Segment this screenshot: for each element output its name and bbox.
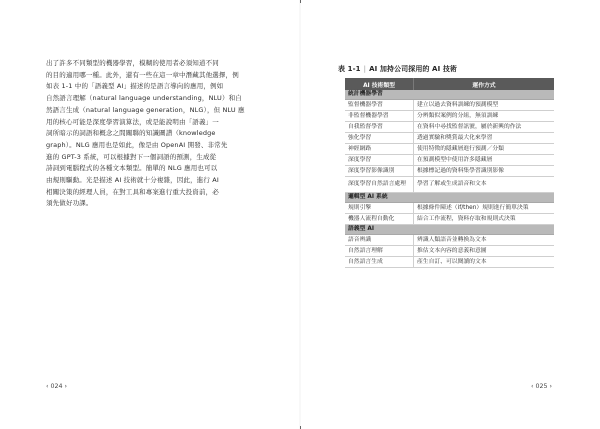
body-text-line: 用的核心可能是深度學習演算法，或是能說明由「語義」一 xyxy=(46,117,219,126)
ai-technology-table xyxy=(345,78,554,268)
table-label: 表 1-1 xyxy=(338,65,361,73)
body-text-line: 進的 GPT-3 系統，可以根據對下一個詞語的預測，生成從 xyxy=(46,152,217,161)
table-section-title: 語義型 AI xyxy=(345,225,554,235)
table-row xyxy=(345,246,554,257)
table-row xyxy=(345,235,554,246)
cell-method: 根據標記過的資料集學習識別影像 xyxy=(414,166,555,177)
cell-ai-type: 規則引擎 xyxy=(345,203,414,214)
cell-ai-type: 神經網路 xyxy=(345,144,414,155)
cell-ai-type: 機器人流程自動化 xyxy=(345,214,414,225)
cell-method: 推估文本內容的意義和意圖 xyxy=(414,246,555,257)
table-title: AI 加持公司採用的 AI 技術 xyxy=(369,65,458,73)
cell-ai-type: 自然語言生成 xyxy=(345,257,414,268)
cell-method: 結合工作流程，資料存取和規則式決策 xyxy=(414,214,555,225)
cell-method: 透過實驗和獎賞最大化來學習 xyxy=(414,133,555,144)
body-text-line: 詩詞到電腦程式的各種文本類型。簡單的 NLG 應用也可以 xyxy=(46,164,218,173)
table-row xyxy=(345,122,554,133)
table-row xyxy=(345,214,554,225)
table-row xyxy=(345,100,554,111)
table-section-title: 邏輯型 AI 系統 xyxy=(345,193,554,203)
table-header-row xyxy=(345,78,554,90)
table-row xyxy=(345,111,554,122)
table-section-row xyxy=(345,225,554,235)
body-text-line: 的目的適用哪一種。此外，還有一些在這一章中潛藏其他選擇，例 xyxy=(46,70,239,79)
body-text-line: 如表 1-1 中的「語義型 AI」描述的是語言導向的應用，例如 xyxy=(46,82,224,91)
cell-ai-type: 深度學習自然語言處理 xyxy=(345,177,414,193)
body-text-line: 然語言生成（natural language generation，NLG），但 NLU 應 xyxy=(46,105,245,114)
cell-ai-type: 自我監督學習 xyxy=(345,122,414,133)
table-row xyxy=(345,133,554,144)
book-gutter xyxy=(299,0,301,429)
cell-ai-type: 強化學習 xyxy=(345,133,414,144)
cell-method: 產生自訂、可以閱讀的文本 xyxy=(414,257,555,268)
body-text-line: 相關決策的經理人員，在對工具和專案進行重大投資前，必 xyxy=(46,187,219,196)
body-text-line: 須先做好功課。 xyxy=(46,199,93,208)
left-page-number: ‹ 024 › xyxy=(46,383,68,390)
cell-method: 辨識人類語音並轉換為文本 xyxy=(414,235,555,246)
table-section-row xyxy=(345,90,554,100)
cell-method: 根據條件陳述（if/then）規則進行簡單決策 xyxy=(414,203,555,214)
table-section-title: 統計機器學習 xyxy=(345,90,554,100)
cell-ai-type: 深度學習影像識別 xyxy=(345,166,414,177)
cell-method: 在資料中尋找監督訊號，屬於新興的作法 xyxy=(414,122,555,133)
body-text-line: 由規則驅動。光是描述 AI 技術就十分複雜，因此，進行 AI xyxy=(46,176,219,185)
table-row xyxy=(345,177,554,193)
body-text-line: graph）。NLG 應用也是如此，像是由 OpenAI 開發、非常先 xyxy=(46,140,228,149)
table-caption xyxy=(338,64,457,74)
table-body xyxy=(345,90,554,268)
cell-ai-type: 語音辨識 xyxy=(345,235,414,246)
header-ai-type: AI 技術類型 xyxy=(345,78,414,90)
cell-ai-type: 深度學習 xyxy=(345,155,414,166)
cell-method: 學習了解或生成語音和文本 xyxy=(414,177,555,193)
cell-method: 分辨類似案例的分組，無須訓練 xyxy=(414,111,555,122)
table-row xyxy=(345,155,554,166)
right-page-number: ‹ 025 › xyxy=(531,383,553,390)
crop-mark-top xyxy=(300,0,301,3)
cell-method: 使用特徵的隱藏層進行預測／分類 xyxy=(414,144,555,155)
header-method: 運作方式 xyxy=(414,78,555,90)
table-row xyxy=(345,144,554,155)
body-text-line: 詞所暗示的詞語和概念之間關聯的知識圖譜（knowledge xyxy=(46,129,216,138)
table-row xyxy=(345,166,554,177)
table-section-row xyxy=(345,193,554,203)
table-caption-separator: | xyxy=(363,65,367,73)
cell-ai-type: 監督機器學習 xyxy=(345,100,414,111)
cell-ai-type: 自然語言理解 xyxy=(345,246,414,257)
cell-method: 建立以過去資料訓練的預測模型 xyxy=(414,100,555,111)
body-text-line: 自然語言理解（natural language understanding，NLU）和自 xyxy=(46,94,242,103)
table-row xyxy=(345,257,554,268)
table-row xyxy=(345,203,554,214)
body-text-line: 出了許多不同類型的機器學習，模糊的使用者必須知道不同 xyxy=(46,59,219,67)
left-page-body xyxy=(46,58,260,210)
cell-ai-type: 非監督機器學習 xyxy=(345,111,414,122)
cell-method: 在預測模型中使用許多隱藏層 xyxy=(414,155,555,166)
